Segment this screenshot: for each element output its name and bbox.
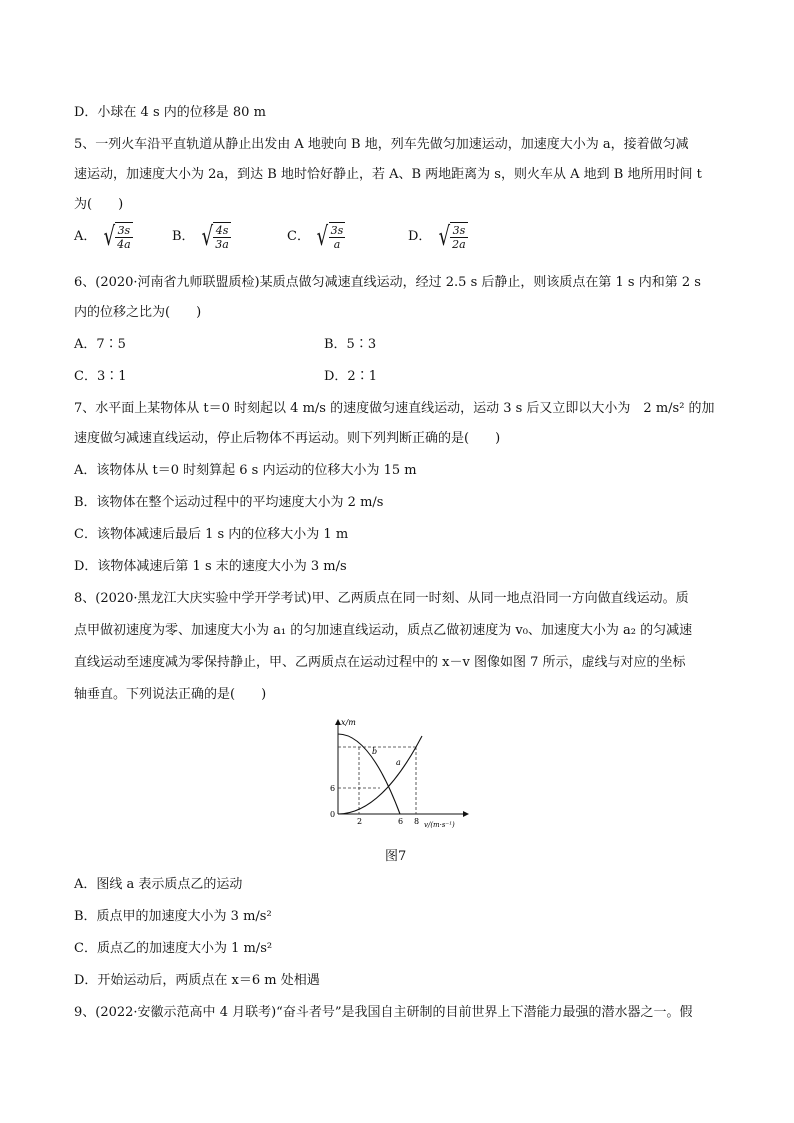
x-tick-2: 2 xyxy=(357,817,363,826)
q5-stem-line3: 为( ) xyxy=(74,197,124,212)
sqrt-expression: √ $\frac{4s}{3a}$ xyxy=(201,221,229,252)
q8-stem-line1: 8、(2020·黑龙江大庆实验中学开学考试)甲、乙两质点在同一时刻、从同一地点沿同一方向做直线运动。质 xyxy=(74,591,689,606)
q7-option-c[interactable]: C．该物体减速后最后 1 s 内的位移大小为 1 m xyxy=(74,527,349,542)
q6-option-c[interactable]: C．3∶1 xyxy=(74,369,127,384)
q5-option-b[interactable] xyxy=(172,222,231,251)
x-axis-label: v/(m·s⁻¹) xyxy=(424,821,455,829)
numerator: 3s xyxy=(450,224,468,238)
prev-question-option-d: D．小球在 4 s 内的位移是 80 m xyxy=(74,105,266,120)
denominator: 3a xyxy=(215,238,229,251)
figure-caption: 图7 xyxy=(385,849,407,864)
sqrt-expression: √ $\frac{3s}{a}$ xyxy=(316,221,344,252)
curve-b xyxy=(338,734,400,814)
y-tick-6: 6 xyxy=(330,784,336,793)
q6-stem-line2: 内的位移之比为( ) xyxy=(74,305,202,320)
q8-option-c[interactable]: C．质点乙的加速度大小为 1 m/s² xyxy=(74,941,273,956)
q6-stem-line1: 6、(2020·河南省九师联盟质检)某质点做匀减速直线运动，经过 2.5 s 后静止，则该质点在第 1 s 内和第 2 s xyxy=(74,275,701,290)
curve-a-label: a xyxy=(396,758,401,767)
x-tick-6: 6 xyxy=(398,817,404,826)
origin-label: 0 xyxy=(330,810,336,819)
q8-option-b[interactable]: B．质点甲的加速度大小为 3 m/s² xyxy=(74,909,272,924)
option-label: A． xyxy=(74,229,97,244)
sqrt-expression: √ $\frac{3s}{2a}$ xyxy=(438,221,466,252)
q5-option-d[interactable] xyxy=(408,222,468,251)
figure-7-xv-graph xyxy=(330,716,480,831)
denominator: 2a xyxy=(452,238,466,251)
q5-option-c[interactable] xyxy=(287,222,345,251)
q5-stem-line2: 速运动，加速度大小为 2a，到达 B 地时恰好静止，若 A、B 两地距离为 s，则火车从 A 地到 B 地所用时间 t xyxy=(74,167,702,182)
numerator: 4s xyxy=(213,224,231,238)
q8-stem-line3: 直线运动至速度减为零保持静止，甲、乙两质点在运动过程中的 x－v 图像如图 7 所示，虚线与对应的坐标 xyxy=(74,655,686,670)
q8-stem-line2: 点甲做初速度为零、加速度大小为 a₁ 的匀加速直线运动，质点乙做初速度为 v₀、加速度大小为 a₂ 的匀减速 xyxy=(74,623,693,638)
q6-option-a[interactable]: A．7∶5 xyxy=(74,337,126,352)
q5-option-a[interactable] xyxy=(74,222,133,251)
y-axis-label: x/m xyxy=(341,718,356,727)
option-label: B． xyxy=(172,229,195,244)
option-label: C． xyxy=(287,229,310,244)
q7-option-b[interactable]: B．该物体在整个运动过程中的平均速度大小为 2 m/s xyxy=(74,495,384,510)
q8-option-a[interactable]: A．图线 a 表示质点乙的运动 xyxy=(74,877,243,892)
x-tick-8: 8 xyxy=(414,817,420,826)
q8-stem-line4: 轴垂直。下列说法正确的是( ) xyxy=(74,687,267,702)
q5-stem-line1: 5、一列火车沿平直轨道从静止出发由 A 地驶向 B 地，列车先做匀加速运动，加速度大小为 a，接着做匀减 xyxy=(74,137,689,152)
denominator: 4a xyxy=(117,238,131,251)
q6-option-d[interactable]: D．2∶1 xyxy=(324,369,377,384)
q9-stem-line1: 9、(2022·安徽示范高中 4 月联考)“奋斗者号”是我国自主研制的目前世界上下潜能力最强的潜水器之一。假 xyxy=(74,1005,693,1020)
sqrt-expression: √ $\frac{3s}{4a}$ xyxy=(103,221,131,252)
curve-a xyxy=(338,736,422,814)
numerator: 3s xyxy=(330,224,344,237)
q7-stem-line1: 7、水平面上某物体从 t＝0 时刻起以 4 m/s 的速度做匀速直线运动，运动 3 s 后又立即以大小为 2 m/s² 的加 xyxy=(74,401,715,416)
numerator: 3s xyxy=(115,224,133,238)
denominator: a xyxy=(333,238,341,251)
q7-stem-line2: 速度做匀减速直线运动，停止后物体不再运动。则下列判断正确的是( ) xyxy=(74,431,501,446)
q7-option-a[interactable]: A．该物体从 t＝0 时刻算起 6 s 内运动的位移大小为 15 m xyxy=(74,463,417,478)
option-label: D． xyxy=(408,229,432,244)
q8-option-d[interactable]: D．开始运动后，两质点在 x＝6 m 处相遇 xyxy=(74,973,320,988)
q6-option-b[interactable]: B．5∶3 xyxy=(324,337,377,352)
curve-b-label: b xyxy=(372,747,378,756)
q7-option-d[interactable]: D．该物体减速后第 1 s 末的速度大小为 3 m/s xyxy=(74,559,347,574)
